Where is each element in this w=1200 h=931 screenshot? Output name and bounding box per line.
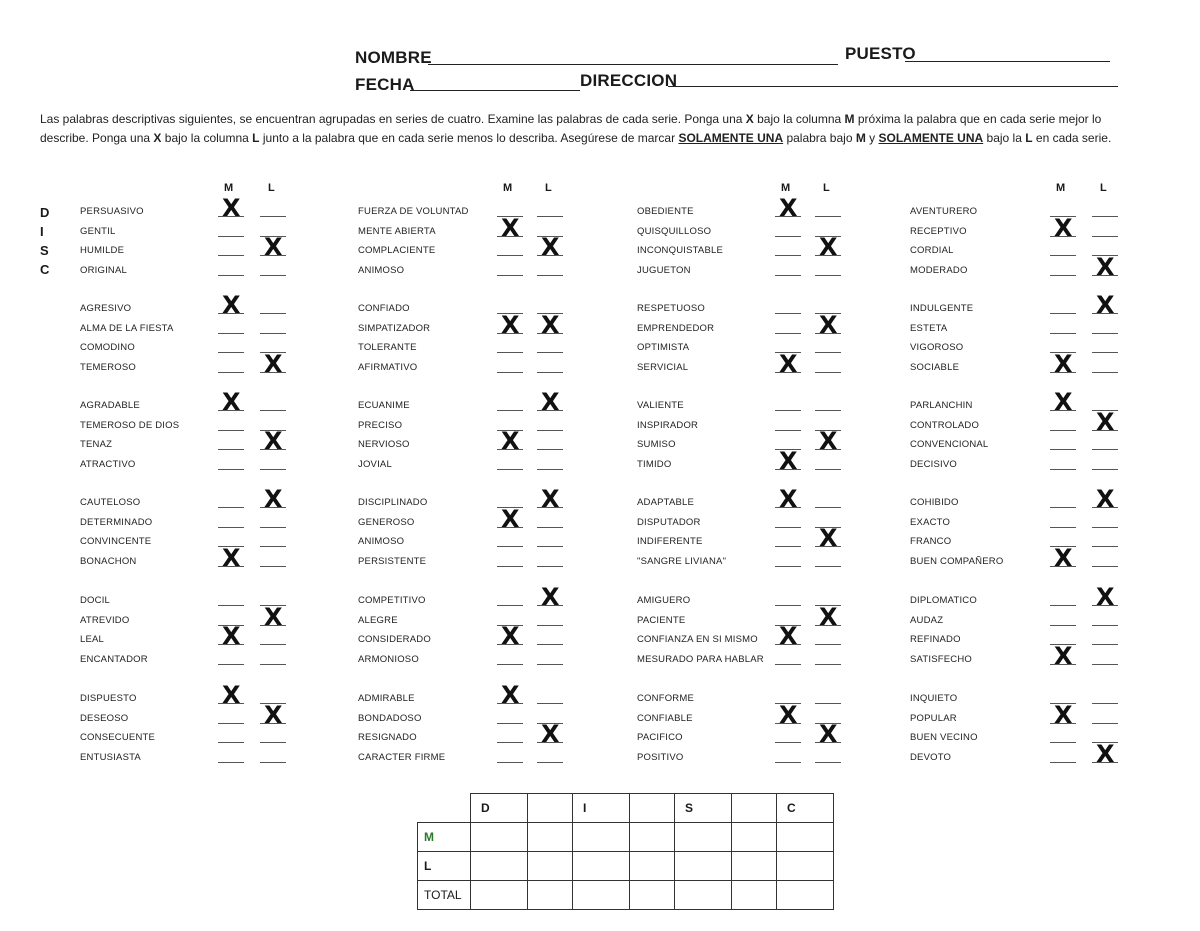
- fecha-label: FECHA: [355, 75, 415, 94]
- score-row-total-label: TOTAL: [418, 881, 471, 910]
- column-header-m: M: [503, 182, 513, 194]
- l-answer-blank[interactable]: [537, 352, 563, 353]
- word-label: SERVICIAL: [637, 361, 689, 373]
- score-header-c: C: [777, 794, 834, 823]
- l-answer-blank[interactable]: [1092, 664, 1118, 665]
- word-label: COMPLACIENTE: [358, 245, 436, 256]
- m-answer-blank[interactable]: [497, 546, 523, 547]
- word-label: INSPIRADOR: [637, 419, 699, 431]
- word-label: TENAZ: [80, 439, 113, 450]
- score-cell[interactable]: [573, 881, 630, 910]
- word-label: ECUANIME: [358, 400, 410, 411]
- word-label: SIMPATIZADOR: [358, 322, 431, 334]
- word-label: "SANGRE LIVIANA": [637, 555, 727, 567]
- l-answer-blank[interactable]: [537, 644, 563, 645]
- l-answer-blank[interactable]: [537, 546, 563, 547]
- l-answer-blank[interactable]: [815, 352, 841, 353]
- score-cell[interactable]: [777, 852, 834, 881]
- m-answer-blank[interactable]: [497, 469, 523, 470]
- handwritten-x-mark: X: [1054, 543, 1073, 572]
- l-answer-blank[interactable]: [1092, 352, 1118, 353]
- handwritten-x-mark: X: [1096, 485, 1115, 513]
- l-answer-blank[interactable]: [815, 664, 841, 665]
- word-label: ALEGRE: [358, 614, 398, 626]
- direccion-field[interactable]: [668, 86, 1118, 87]
- m-answer-blank[interactable]: [775, 742, 801, 743]
- handwritten-x-mark: X: [541, 388, 560, 416]
- word-label: COMODINO: [80, 342, 135, 353]
- l-answer-blank[interactable]: [1092, 216, 1118, 217]
- fecha-field[interactable]: [410, 90, 580, 91]
- word-label: CAUTELOSO: [80, 497, 141, 508]
- word-label: ENTUSIASTA: [80, 751, 141, 763]
- m-answer-blank[interactable]: [775, 566, 801, 567]
- word-label: DECISIVO: [910, 458, 957, 470]
- word-label: AMIGUERO: [637, 595, 691, 606]
- m-answer-blank[interactable]: [218, 275, 244, 276]
- word-label: ANIMOSO: [358, 264, 405, 276]
- m-answer-blank[interactable]: [497, 605, 523, 606]
- word-label: CONFIANZA EN SI MISMO: [637, 634, 758, 645]
- l-answer-blank[interactable]: [815, 216, 841, 217]
- handwritten-x-mark: X: [1054, 349, 1073, 378]
- l-answer-blank[interactable]: [537, 625, 563, 626]
- handwritten-x-mark: X: [779, 349, 798, 378]
- handwritten-x-mark: X: [779, 194, 798, 222]
- word-label: BUEN VECINO: [910, 732, 978, 743]
- l-answer-blank[interactable]: [1092, 333, 1118, 334]
- m-answer-blank[interactable]: [497, 352, 523, 353]
- m-answer-blank[interactable]: [775, 527, 801, 528]
- handwritten-x-mark: X: [264, 427, 283, 455]
- handwritten-x-mark: X: [779, 622, 798, 650]
- m-answer-blank[interactable]: [1050, 333, 1076, 334]
- l-answer-blank[interactable]: [537, 703, 563, 704]
- word-label: ANIMOSO: [358, 536, 405, 547]
- column-header-l: L: [1100, 182, 1107, 194]
- l-answer-blank[interactable]: [815, 410, 841, 411]
- word-label: REFINADO: [910, 634, 961, 645]
- handwritten-x-mark: X: [819, 233, 838, 261]
- word-label: DISCIPLINADO: [358, 497, 428, 508]
- m-answer-blank[interactable]: [1050, 605, 1076, 606]
- m-answer-blank[interactable]: [775, 762, 801, 763]
- m-answer-blank[interactable]: [218, 333, 244, 334]
- l-answer-blank[interactable]: [537, 566, 563, 567]
- direccion-label: DIRECCION: [580, 71, 678, 90]
- handwritten-x-mark: X: [541, 233, 560, 261]
- m-answer-blank[interactable]: [218, 430, 244, 431]
- word-label: CONSECUENTE: [80, 732, 156, 743]
- word-label: PACIFICO: [637, 732, 683, 743]
- word-label: CONFORME: [637, 693, 695, 704]
- l-answer-blank[interactable]: [260, 469, 286, 470]
- word-label: OBEDIENTE: [637, 206, 694, 217]
- m-answer-blank[interactable]: [775, 313, 801, 314]
- handwritten-x-mark: X: [779, 700, 798, 729]
- word-label: INDULGENTE: [910, 303, 974, 314]
- score-cell[interactable]: [573, 823, 630, 852]
- handwritten-x-mark: X: [819, 427, 838, 455]
- word-label: INCONQUISTABLE: [637, 245, 724, 256]
- handwritten-x-mark: X: [819, 524, 838, 552]
- handwritten-x-mark: X: [541, 310, 560, 339]
- l-answer-blank[interactable]: [537, 216, 563, 217]
- word-label: EMPRENDEDOR: [637, 322, 715, 334]
- l-answer-blank[interactable]: [1092, 546, 1118, 547]
- handwritten-x-mark: X: [501, 622, 520, 650]
- l-answer-blank[interactable]: [537, 527, 563, 528]
- score-cell[interactable]: [675, 881, 732, 910]
- word-label: EXACTO: [910, 516, 951, 528]
- word-label: ATREVIDO: [80, 614, 130, 626]
- l-answer-blank[interactable]: [815, 566, 841, 567]
- handwritten-x-mark: X: [1096, 583, 1115, 611]
- word-label: DESEOSO: [80, 712, 129, 724]
- handwritten-x-mark: X: [819, 720, 838, 748]
- handwritten-x-mark: X: [1096, 291, 1115, 319]
- handwritten-x-mark: X: [222, 194, 241, 222]
- column-header-l: L: [545, 182, 552, 194]
- handwritten-x-mark: X: [1096, 407, 1115, 436]
- m-answer-blank[interactable]: [775, 255, 801, 256]
- word-label: ESTETA: [910, 322, 948, 334]
- disc-letter-i: I: [40, 224, 44, 239]
- word-label: TEMEROSO: [80, 361, 136, 373]
- l-answer-blank[interactable]: [537, 664, 563, 665]
- handwritten-x-mark: X: [501, 310, 520, 339]
- word-label: CONSIDERADO: [358, 634, 431, 645]
- handwritten-x-mark: X: [264, 485, 283, 513]
- score-header-d: D: [471, 794, 528, 823]
- word-label: AVENTURERO: [910, 206, 978, 217]
- word-label: RESPETUOSO: [637, 303, 705, 314]
- m-answer-blank[interactable]: [775, 546, 801, 547]
- m-answer-blank[interactable]: [497, 255, 523, 256]
- m-answer-blank[interactable]: [497, 762, 523, 763]
- word-label: SUMISO: [637, 439, 676, 450]
- score-cell[interactable]: [471, 881, 528, 910]
- word-label: GENTIL: [80, 225, 116, 237]
- word-label: SATISFECHO: [910, 653, 972, 665]
- word-label: ADMIRABLE: [358, 693, 415, 704]
- word-label: PRECISO: [358, 419, 403, 431]
- score-row-m-label: M: [418, 823, 471, 852]
- word-label: JUGUETON: [637, 264, 691, 276]
- word-label: QUISQUILLOSO: [637, 225, 712, 237]
- word-label: HUMILDE: [80, 245, 125, 256]
- m-answer-blank[interactable]: [218, 723, 244, 724]
- l-answer-blank[interactable]: [260, 527, 286, 528]
- l-answer-blank[interactable]: [815, 762, 841, 763]
- word-label: RESIGNADO: [358, 732, 417, 743]
- column-header-m: M: [1056, 182, 1066, 194]
- l-answer-blank[interactable]: [1092, 372, 1118, 373]
- score-table: [417, 793, 834, 910]
- word-label: BONDADOSO: [358, 712, 422, 724]
- column-header-l: L: [268, 182, 275, 194]
- handwritten-x-mark: X: [541, 720, 560, 748]
- handwritten-x-mark: X: [264, 602, 283, 631]
- word-label: DISPUTADOR: [637, 516, 701, 528]
- word-label: DETERMINADO: [80, 516, 153, 528]
- l-answer-blank[interactable]: [537, 469, 563, 470]
- l-answer-blank[interactable]: [815, 703, 841, 704]
- m-answer-blank[interactable]: [1050, 762, 1076, 763]
- l-answer-blank[interactable]: [1092, 644, 1118, 645]
- score-cell[interactable]: [471, 852, 528, 881]
- m-answer-blank[interactable]: [1050, 742, 1076, 743]
- word-label: ORIGINAL: [80, 264, 127, 276]
- word-label: PACIENTE: [637, 614, 686, 626]
- disc-letter-c: C: [40, 262, 50, 277]
- l-answer-blank[interactable]: [260, 410, 286, 411]
- m-answer-blank[interactable]: [1050, 430, 1076, 431]
- m-answer-blank[interactable]: [775, 236, 801, 237]
- m-answer-blank[interactable]: [218, 664, 244, 665]
- score-cell[interactable]: [675, 852, 732, 881]
- m-answer-blank[interactable]: [218, 372, 244, 373]
- word-label: MODERADO: [910, 264, 968, 276]
- word-label: MENTE ABIERTA: [358, 225, 436, 237]
- word-label: VALIENTE: [637, 400, 684, 411]
- m-answer-blank[interactable]: [497, 410, 523, 411]
- handwritten-x-mark: X: [1054, 641, 1073, 670]
- handwritten-x-mark: X: [222, 543, 241, 572]
- l-answer-blank[interactable]: [260, 762, 286, 763]
- l-answer-blank[interactable]: [260, 644, 286, 645]
- word-label: TOLERANTE: [358, 342, 417, 353]
- nombre-label: NOMBRE: [355, 48, 432, 67]
- m-answer-blank[interactable]: [497, 566, 523, 567]
- word-label: ARMONIOSO: [358, 653, 419, 665]
- handwritten-x-mark: X: [1096, 252, 1115, 281]
- l-answer-blank[interactable]: [1092, 236, 1118, 237]
- word-label: AGRESIVO: [80, 303, 132, 314]
- column-header-m: M: [781, 182, 791, 194]
- disc-letter-d: D: [40, 205, 50, 220]
- word-label: AGRADABLE: [80, 400, 140, 411]
- m-answer-blank[interactable]: [775, 333, 801, 334]
- l-answer-blank[interactable]: [260, 546, 286, 547]
- handwritten-x-mark: X: [779, 485, 798, 513]
- handwritten-x-mark: X: [1054, 388, 1073, 416]
- score-header-i: I: [573, 794, 630, 823]
- word-label: PERSISTENTE: [358, 555, 427, 567]
- handwritten-x-mark: X: [264, 349, 283, 378]
- l-answer-blank[interactable]: [537, 449, 563, 450]
- score-cell[interactable]: [777, 823, 834, 852]
- l-answer-blank[interactable]: [537, 372, 563, 373]
- m-answer-blank[interactable]: [218, 605, 244, 606]
- word-label: FRANCO: [910, 536, 952, 547]
- handwritten-x-mark: X: [222, 622, 241, 650]
- word-label: DEVOTO: [910, 751, 952, 763]
- l-answer-blank[interactable]: [1092, 723, 1118, 724]
- handwritten-x-mark: X: [501, 213, 520, 242]
- word-label: RECEPTIVO: [910, 225, 967, 237]
- l-answer-blank[interactable]: [1092, 703, 1118, 704]
- word-label: LEAL: [80, 634, 105, 645]
- handwritten-x-mark: X: [819, 602, 838, 631]
- score-cell[interactable]: [777, 881, 834, 910]
- m-answer-blank[interactable]: [775, 664, 801, 665]
- handwritten-x-mark: X: [501, 681, 520, 709]
- handwritten-x-mark: X: [264, 233, 283, 261]
- l-answer-blank[interactable]: [537, 762, 563, 763]
- m-answer-blank[interactable]: [218, 527, 244, 528]
- l-answer-blank[interactable]: [260, 566, 286, 567]
- handwritten-x-mark: X: [222, 388, 241, 416]
- word-label: CORDIAL: [910, 245, 954, 256]
- word-label: DOCIL: [80, 595, 111, 606]
- word-label: MESURADO PARA HABLAR: [637, 653, 764, 665]
- m-answer-blank[interactable]: [775, 605, 801, 606]
- handwritten-x-mark: X: [1054, 700, 1073, 729]
- handwritten-x-mark: X: [819, 310, 838, 339]
- word-label: CONFIABLE: [637, 712, 693, 724]
- word-label: COMPETITIVO: [358, 595, 426, 606]
- word-label: GENEROSO: [358, 516, 415, 528]
- instructions-text: Las palabras descriptivas siguientes, se encuentran agrupadas en series de cuatro. Examine las palabras de cada serie. Ponga una X bajo la columna M próxima la palabra que en cada serie mejor lo describe. Ponga una X bajo la columna L junto a la palabra que en cada serie menos lo describa. Asegúrese de marcar SOLAMENTE UNA palabra bajo M y SOLAMENTE UNA bajo la L en cada serie.: [40, 112, 1112, 145]
- l-answer-blank[interactable]: [815, 275, 841, 276]
- word-label: DIPLOMATICO: [910, 595, 977, 606]
- word-label: BONACHON: [80, 555, 137, 567]
- puesto-field[interactable]: [905, 61, 1110, 62]
- m-answer-blank[interactable]: [775, 430, 801, 431]
- word-label: INQUIETO: [910, 693, 958, 704]
- handwritten-x-mark: X: [501, 427, 520, 455]
- m-answer-blank[interactable]: [497, 742, 523, 743]
- handwritten-x-mark: X: [779, 446, 798, 475]
- disc-letter-s: S: [40, 243, 49, 258]
- word-label: JOVIAL: [358, 458, 392, 470]
- word-label: SOCIABLE: [910, 361, 960, 373]
- l-answer-blank[interactable]: [1092, 469, 1118, 470]
- word-label: CONVENCIONAL: [910, 439, 989, 450]
- l-answer-blank[interactable]: [815, 372, 841, 373]
- word-label: ADAPTABLE: [637, 497, 695, 508]
- column-header-m: M: [224, 182, 234, 194]
- handwritten-x-mark: X: [264, 700, 283, 729]
- handwritten-x-mark: X: [541, 583, 560, 611]
- word-label: POSITIVO: [637, 751, 684, 763]
- handwritten-x-mark: X: [222, 291, 241, 319]
- l-answer-blank[interactable]: [537, 430, 563, 431]
- word-label: VIGOROSO: [910, 342, 964, 353]
- l-answer-blank[interactable]: [815, 469, 841, 470]
- l-answer-blank[interactable]: [1092, 449, 1118, 450]
- m-answer-blank[interactable]: [1050, 255, 1076, 256]
- m-answer-blank[interactable]: [1050, 275, 1076, 276]
- m-answer-blank[interactable]: [218, 742, 244, 743]
- handwritten-x-mark: X: [1054, 213, 1073, 242]
- m-answer-blank[interactable]: [497, 664, 523, 665]
- m-answer-blank[interactable]: [218, 507, 244, 508]
- l-answer-blank[interactable]: [1092, 566, 1118, 567]
- l-answer-blank[interactable]: [260, 275, 286, 276]
- word-label: NERVIOSO: [358, 439, 410, 450]
- l-answer-blank[interactable]: [260, 313, 286, 314]
- l-answer-blank[interactable]: [260, 216, 286, 217]
- handwritten-x-mark: X: [222, 681, 241, 709]
- word-label: POPULAR: [910, 712, 957, 724]
- m-answer-blank[interactable]: [218, 236, 244, 237]
- nombre-field[interactable]: [428, 64, 838, 65]
- handwritten-x-mark: X: [1096, 739, 1115, 768]
- word-label: PARLANCHIN: [910, 400, 973, 411]
- word-label: TEMEROSO DE DIOS: [80, 419, 180, 431]
- column-header-l: L: [823, 182, 830, 194]
- m-answer-blank[interactable]: [1050, 449, 1076, 450]
- l-answer-blank[interactable]: [815, 507, 841, 508]
- score-header-s: S: [675, 794, 732, 823]
- word-label: CARACTER FIRME: [358, 751, 446, 763]
- handwritten-x-mark: X: [541, 485, 560, 513]
- handwritten-x-mark: X: [501, 504, 520, 533]
- word-label: ALMA DE LA FIESTA: [80, 322, 174, 334]
- l-answer-blank[interactable]: [1092, 625, 1118, 626]
- word-label: ATRACTIVO: [80, 458, 136, 470]
- m-answer-blank[interactable]: [497, 723, 523, 724]
- m-answer-blank[interactable]: [497, 372, 523, 373]
- score-cell[interactable]: [573, 852, 630, 881]
- m-answer-blank[interactable]: [218, 469, 244, 470]
- score-cell[interactable]: [675, 823, 732, 852]
- puesto-label: PUESTO: [845, 44, 916, 63]
- m-answer-blank[interactable]: [1050, 313, 1076, 314]
- m-answer-blank[interactable]: [1050, 625, 1076, 626]
- word-label: AUDAZ: [910, 614, 944, 626]
- word-label: BUEN COMPAÑERO: [910, 555, 1004, 567]
- word-label: TIMIDO: [637, 458, 672, 470]
- m-answer-blank[interactable]: [218, 352, 244, 353]
- l-answer-blank[interactable]: [260, 742, 286, 743]
- m-answer-blank[interactable]: [775, 275, 801, 276]
- l-answer-blank[interactable]: [815, 644, 841, 645]
- l-answer-blank[interactable]: [1092, 527, 1118, 528]
- m-answer-blank[interactable]: [1050, 469, 1076, 470]
- word-label: CONFIADO: [358, 303, 410, 314]
- m-answer-blank[interactable]: [1050, 507, 1076, 508]
- m-answer-blank[interactable]: [218, 449, 244, 450]
- word-label: ENCANTADOR: [80, 653, 148, 665]
- score-cell[interactable]: [471, 823, 528, 852]
- word-label: INDIFERENTE: [637, 536, 703, 547]
- m-answer-blank[interactable]: [775, 410, 801, 411]
- word-label: CONTROLADO: [910, 419, 980, 431]
- word-label: CONVINCENTE: [80, 536, 152, 547]
- word-label: AFIRMATIVO: [358, 361, 418, 373]
- m-answer-blank[interactable]: [218, 762, 244, 763]
- word-label: PERSUASIVO: [80, 206, 144, 217]
- word-label: OPTIMISTA: [637, 342, 690, 353]
- l-answer-blank[interactable]: [260, 333, 286, 334]
- l-answer-blank[interactable]: [537, 275, 563, 276]
- score-row-l-label: L: [418, 852, 471, 881]
- word-label: FUERZA DE VOLUNTAD: [358, 206, 469, 217]
- word-label: COHIBIDO: [910, 497, 959, 508]
- word-label: DISPUESTO: [80, 693, 137, 704]
- m-answer-blank[interactable]: [497, 275, 523, 276]
- m-answer-blank[interactable]: [1050, 527, 1076, 528]
- l-answer-blank[interactable]: [260, 664, 286, 665]
- m-answer-blank[interactable]: [218, 255, 244, 256]
